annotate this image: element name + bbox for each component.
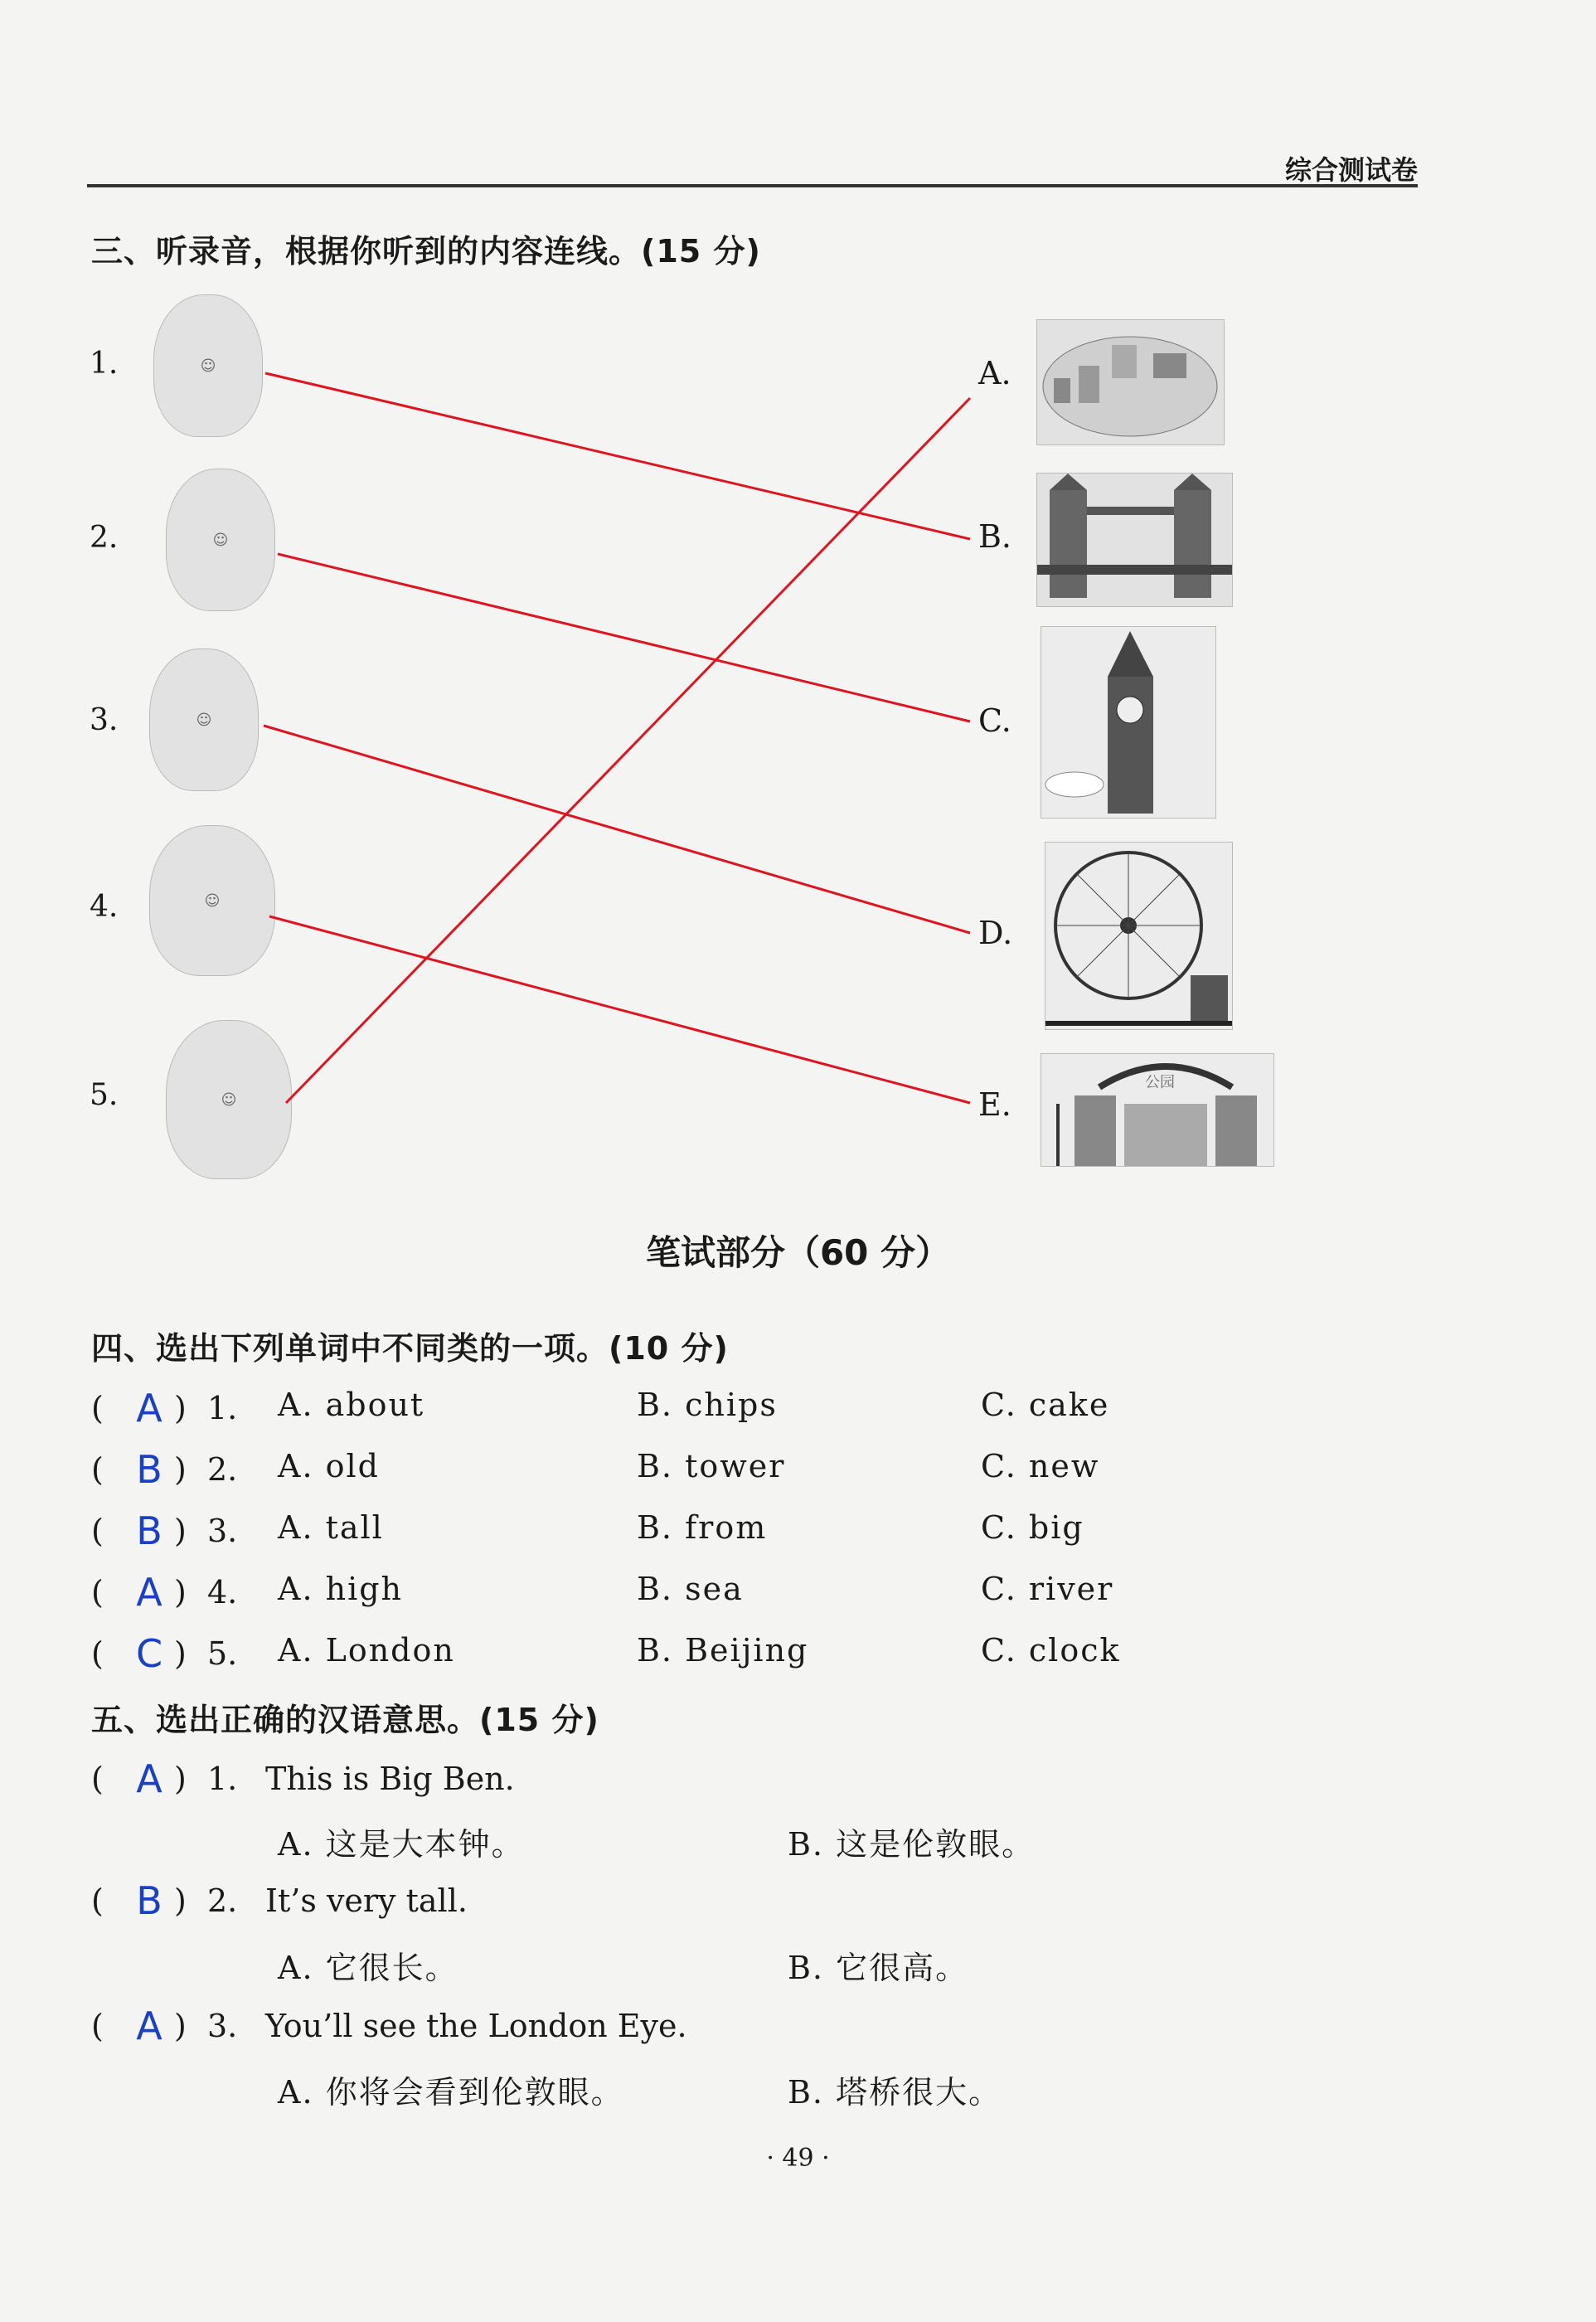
question-number: 1. — [207, 1390, 238, 1426]
kid-picture-4: ☺ — [149, 825, 275, 976]
section4-row-4: ( A ) 4. — [91, 1567, 265, 1617]
match-number-4: 4. — [90, 890, 119, 924]
option-c: C. river — [981, 1571, 1114, 1607]
match-letter-e: E. — [978, 1086, 1011, 1123]
option-b: B. from — [637, 1509, 768, 1546]
option-b: B. 这是伦敦眼。 — [788, 1826, 1036, 1863]
match-line-1-b — [265, 373, 970, 539]
kid-picture-3: ☺ — [149, 649, 259, 791]
answer: A — [136, 1386, 163, 1431]
section5-item-3: ( A ) 3. You’ll see the London Eye. — [91, 2004, 687, 2048]
match-line-4-e — [269, 916, 970, 1103]
section5-title: 五、选出正确的汉语意思。(15 分) — [91, 1702, 599, 1738]
option-b: B. chips — [637, 1387, 778, 1423]
question-number: 1. — [207, 1761, 238, 1797]
section4-row-5: ( C ) 5. — [91, 1629, 265, 1678]
option-b: B. 塔桥很大。 — [788, 2074, 1002, 2111]
match-letter-a: A. — [978, 355, 1011, 391]
section4-row-1: ( A ) 1. — [91, 1383, 265, 1433]
option-a: A. tall — [278, 1509, 384, 1546]
section4-row-3: ( B ) 3. — [91, 1506, 265, 1556]
question-number: 5. — [207, 1635, 238, 1672]
match-letter-c: C. — [978, 702, 1011, 739]
question-number: 3. — [207, 1513, 238, 1549]
answer: B — [136, 1878, 163, 1923]
option-c: C. cake — [981, 1387, 1110, 1423]
match-number-5: 5. — [90, 1078, 119, 1112]
match-line-3-d — [264, 726, 970, 933]
page-number: · 49 · — [766, 2144, 830, 2173]
sentence: You’ll see the London Eye. — [265, 2008, 687, 2044]
park-sign: 公园 — [1145, 1074, 1175, 1091]
section4-row-2: ( B ) 2. — [91, 1445, 265, 1494]
match-number-2: 2. — [90, 521, 119, 555]
option-b: B. 它很高。 — [788, 1950, 969, 1986]
match-line-2-c — [278, 554, 970, 721]
kid-picture-5: ☺ — [166, 1020, 292, 1179]
option-a: A. London — [278, 1632, 455, 1669]
option-c: C. clock — [981, 1632, 1121, 1669]
answer: B — [136, 1447, 163, 1492]
option-a: A. 你将会看到伦敦眼。 — [278, 2074, 624, 2111]
header-title: 综合测试卷 — [1284, 154, 1418, 186]
written-part-title: 笔试部分（60 分） — [645, 1232, 951, 1273]
question-number: 3. — [207, 2008, 238, 2044]
question-number: 2. — [207, 1882, 238, 1919]
match-letter-d: D. — [978, 915, 1013, 951]
sentence: This is Big Ben. — [265, 1761, 515, 1797]
sentence: It’s very tall. — [265, 1882, 468, 1919]
option-b: B. tower — [637, 1448, 786, 1484]
answer: B — [136, 1508, 163, 1553]
match-letter-b: B. — [978, 518, 1012, 555]
option-b: B. sea — [637, 1571, 744, 1607]
option-b: B. Beijing — [637, 1632, 809, 1669]
option-a: A. high — [278, 1571, 404, 1607]
option-a: A. about — [278, 1387, 425, 1423]
section5-item-1: ( A ) 1. This is Big Ben. — [91, 1756, 515, 1801]
option-a: A. 它很长。 — [278, 1950, 458, 1986]
section3-title: 三、听录音，根据你听到的内容连线。(15 分) — [91, 233, 761, 270]
answer: A — [136, 2004, 163, 2048]
answer: A — [136, 1756, 163, 1801]
kid-picture-2: ☺ — [166, 469, 275, 611]
match-number-3: 3. — [90, 703, 119, 737]
option-a: A. 这是大本钟。 — [278, 1826, 525, 1863]
kid-picture-1: ☺ — [153, 294, 263, 437]
section4-title: 四、选出下列单词中不同类的一项。(10 分) — [91, 1330, 729, 1367]
question-number: 2. — [207, 1451, 238, 1488]
section5-item-2: ( B ) 2. It’s very tall. — [91, 1878, 468, 1923]
option-a: A. old — [278, 1448, 380, 1484]
match-line-5-a — [286, 398, 970, 1103]
answer: C — [135, 1631, 163, 1676]
option-c: C. new — [981, 1448, 1100, 1484]
question-number: 4. — [207, 1574, 238, 1610]
match-number-1: 1. — [90, 347, 119, 381]
option-c: C. big — [981, 1509, 1084, 1546]
answer: A — [136, 1570, 163, 1615]
